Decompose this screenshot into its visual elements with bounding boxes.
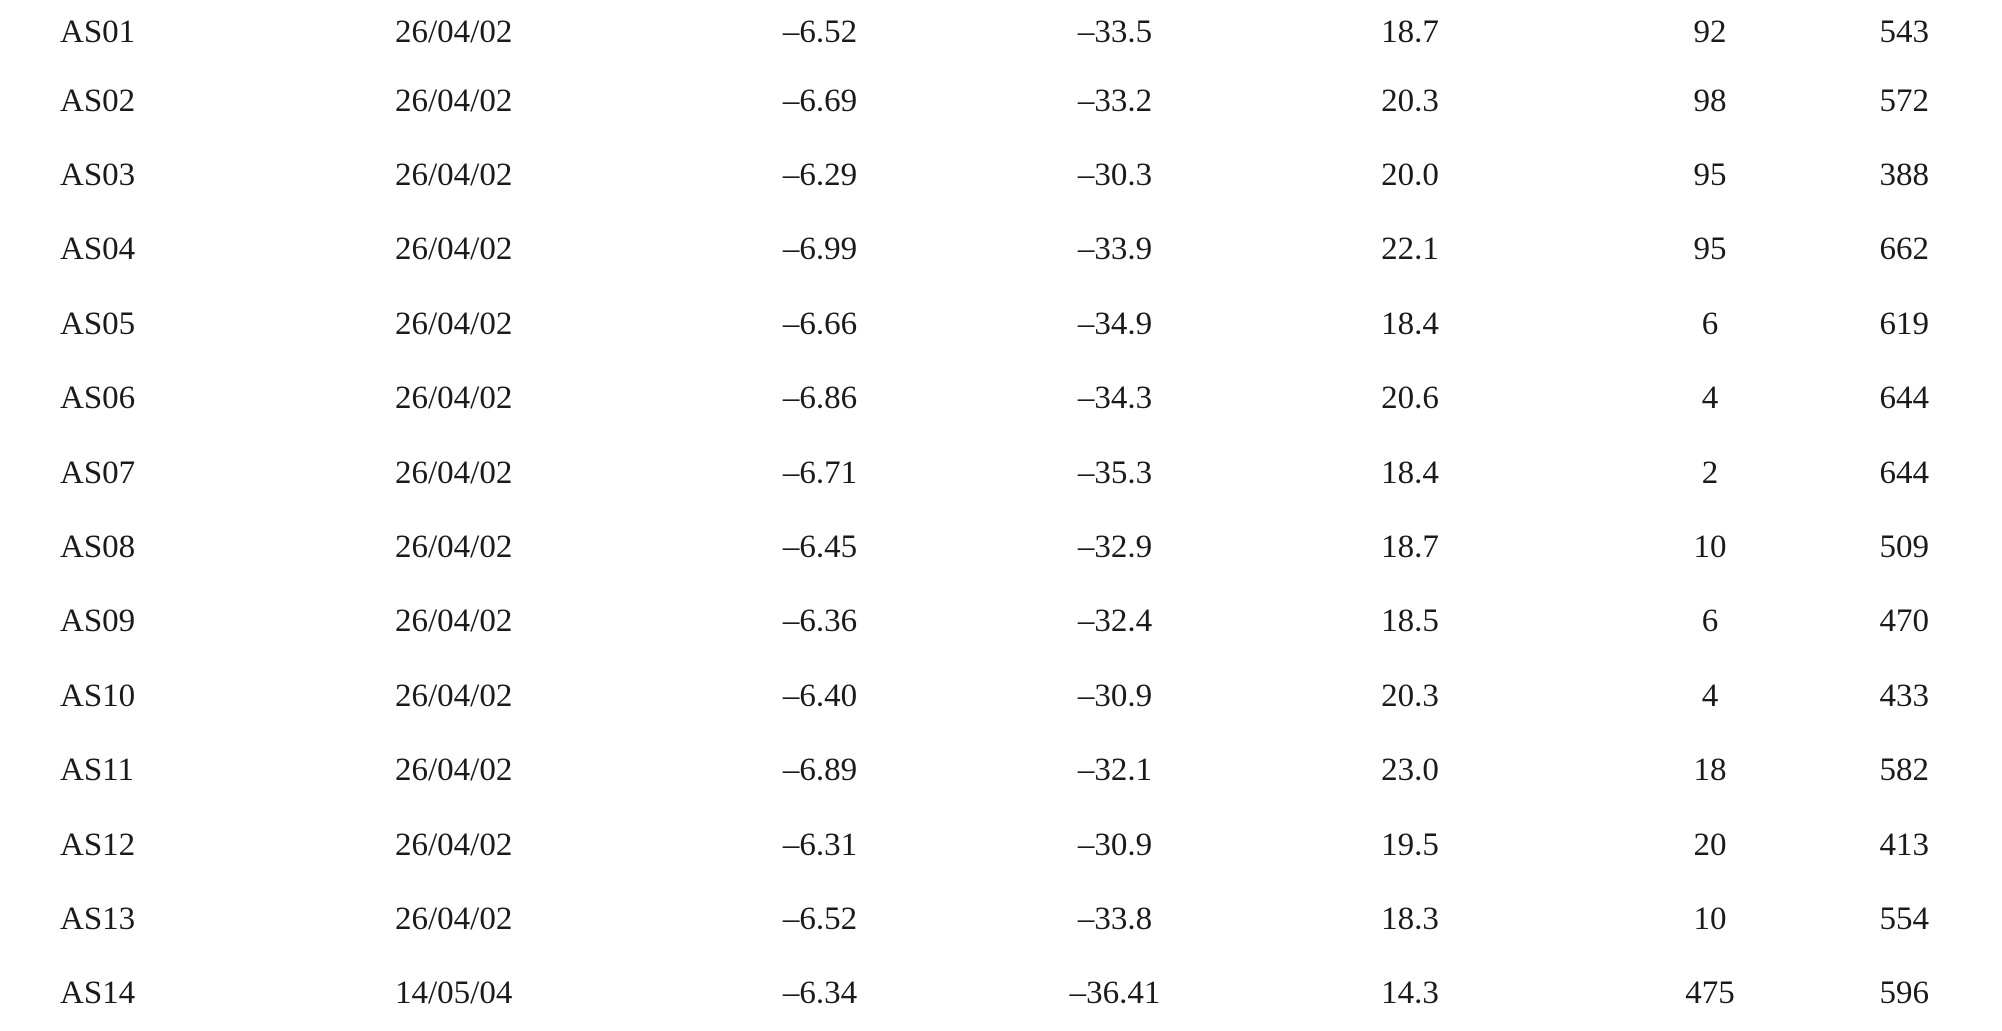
value-a-cell: –6.45 [782, 529, 858, 566]
value-e-cell: 644 [1879, 380, 1929, 417]
table-row [0, 213, 2002, 287]
sample-id-cell: AS01 [60, 13, 136, 50]
value-c-cell: 18.7 [1381, 529, 1439, 566]
value-a-cell: –6.52 [782, 900, 858, 937]
date-cell: 26/04/02 [395, 752, 513, 789]
sample-id-cell: AS02 [60, 82, 136, 119]
table-row [0, 510, 2002, 584]
value-a-cell: –6.34 [782, 975, 858, 1012]
table-row [0, 734, 2002, 808]
value-c-cell: 18.4 [1381, 305, 1439, 342]
sample-id-cell: AS06 [60, 380, 136, 417]
value-d-cell: 6 [1701, 603, 1719, 640]
value-d-cell: 6 [1701, 305, 1719, 342]
table-row [0, 659, 2002, 733]
value-d-cell: 2 [1701, 454, 1719, 491]
sample-id-cell: AS04 [60, 231, 136, 268]
table-row [0, 138, 2002, 212]
value-c-cell: 22.1 [1381, 231, 1439, 268]
sample-id-cell: AS10 [60, 677, 136, 714]
date-cell: 26/04/02 [395, 231, 513, 268]
table-row [0, 287, 2002, 361]
value-a-cell: –6.52 [782, 13, 858, 50]
value-b-cell: –32.4 [1077, 603, 1153, 640]
value-e-cell: 596 [1879, 975, 1929, 1012]
value-b-cell: –30.9 [1077, 826, 1153, 863]
value-b-cell: –35.3 [1077, 454, 1153, 491]
value-b-cell: –30.9 [1077, 677, 1153, 714]
value-a-cell: –6.89 [782, 752, 858, 789]
date-cell: 26/04/02 [395, 529, 513, 566]
value-d-cell: 4 [1701, 380, 1719, 417]
table-row [0, 585, 2002, 659]
table-row [0, 64, 2002, 138]
value-c-cell: 18.5 [1381, 603, 1439, 640]
date-cell: 26/04/02 [395, 13, 513, 50]
value-c-cell: 19.5 [1381, 826, 1439, 863]
value-e-cell: 554 [1879, 900, 1929, 937]
value-a-cell: –6.71 [782, 454, 858, 491]
value-e-cell: 644 [1879, 454, 1929, 491]
value-e-cell: 572 [1879, 82, 1929, 119]
value-c-cell: 14.3 [1381, 975, 1439, 1012]
sample-id-cell: AS07 [60, 454, 136, 491]
sample-id-cell: AS09 [60, 603, 136, 640]
date-cell: 26/04/02 [395, 603, 513, 640]
sample-id-cell: AS05 [60, 305, 136, 342]
value-b-cell: –33.2 [1077, 82, 1153, 119]
value-b-cell: –33.9 [1077, 231, 1153, 268]
value-b-cell: –36.41 [1069, 975, 1161, 1012]
value-e-cell: 388 [1879, 157, 1929, 194]
value-e-cell: 582 [1879, 752, 1929, 789]
value-d-cell: 20 [1693, 826, 1727, 863]
value-d-cell: 95 [1693, 231, 1727, 268]
value-b-cell: –32.1 [1077, 752, 1153, 789]
value-e-cell: 543 [1879, 13, 1929, 50]
value-b-cell: –34.9 [1077, 305, 1153, 342]
value-a-cell: –6.66 [782, 305, 858, 342]
value-d-cell: 4 [1701, 677, 1719, 714]
value-b-cell: –30.3 [1077, 157, 1153, 194]
date-cell: 26/04/02 [395, 677, 513, 714]
value-e-cell: 509 [1879, 529, 1929, 566]
value-e-cell: 619 [1879, 305, 1929, 342]
value-a-cell: –6.29 [782, 157, 858, 194]
value-d-cell: 10 [1693, 529, 1727, 566]
table-row [0, 808, 2002, 882]
value-d-cell: 475 [1685, 975, 1735, 1012]
value-a-cell: –6.86 [782, 380, 858, 417]
value-b-cell: –33.8 [1077, 900, 1153, 937]
value-d-cell: 92 [1693, 13, 1727, 50]
value-d-cell: 18 [1693, 752, 1727, 789]
value-c-cell: 23.0 [1381, 752, 1439, 789]
value-b-cell: –32.9 [1077, 529, 1153, 566]
table-row [0, 362, 2002, 436]
value-e-cell: 433 [1879, 677, 1929, 714]
value-c-cell: 18.4 [1381, 454, 1439, 491]
value-d-cell: 10 [1693, 900, 1727, 937]
value-a-cell: –6.69 [782, 82, 858, 119]
value-e-cell: 662 [1879, 231, 1929, 268]
value-c-cell: 20.6 [1381, 380, 1439, 417]
value-c-cell: 20.3 [1381, 677, 1439, 714]
value-d-cell: 95 [1693, 157, 1727, 194]
date-cell: 26/04/02 [395, 157, 513, 194]
date-cell: 26/04/02 [395, 454, 513, 491]
value-c-cell: 20.3 [1381, 82, 1439, 119]
value-c-cell: 20.0 [1381, 157, 1439, 194]
value-d-cell: 98 [1693, 82, 1727, 119]
date-cell: 26/04/02 [395, 826, 513, 863]
value-a-cell: –6.40 [782, 677, 858, 714]
table-row [0, 436, 2002, 510]
value-b-cell: –33.5 [1077, 13, 1153, 50]
sample-id-cell: AS13 [60, 900, 136, 937]
value-a-cell: –6.31 [782, 826, 858, 863]
date-cell: 26/04/02 [395, 305, 513, 342]
table-row [0, 0, 2002, 64]
value-e-cell: 470 [1879, 603, 1929, 640]
sample-id-cell: AS11 [60, 752, 134, 789]
sample-id-cell: AS14 [60, 975, 136, 1012]
sample-id-cell: AS03 [60, 157, 136, 194]
date-cell: 26/04/02 [395, 380, 513, 417]
value-a-cell: –6.36 [782, 603, 858, 640]
value-e-cell: 413 [1879, 826, 1929, 863]
table-row [0, 882, 2002, 956]
table-row [0, 957, 2002, 1031]
sample-id-cell: AS12 [60, 826, 136, 863]
value-c-cell: 18.3 [1381, 900, 1439, 937]
date-cell: 26/04/02 [395, 82, 513, 119]
value-b-cell: –34.3 [1077, 380, 1153, 417]
sample-id-cell: AS08 [60, 529, 136, 566]
date-cell: 14/05/04 [395, 975, 513, 1012]
value-c-cell: 18.7 [1381, 13, 1439, 50]
value-a-cell: –6.99 [782, 231, 858, 268]
date-cell: 26/04/02 [395, 900, 513, 937]
